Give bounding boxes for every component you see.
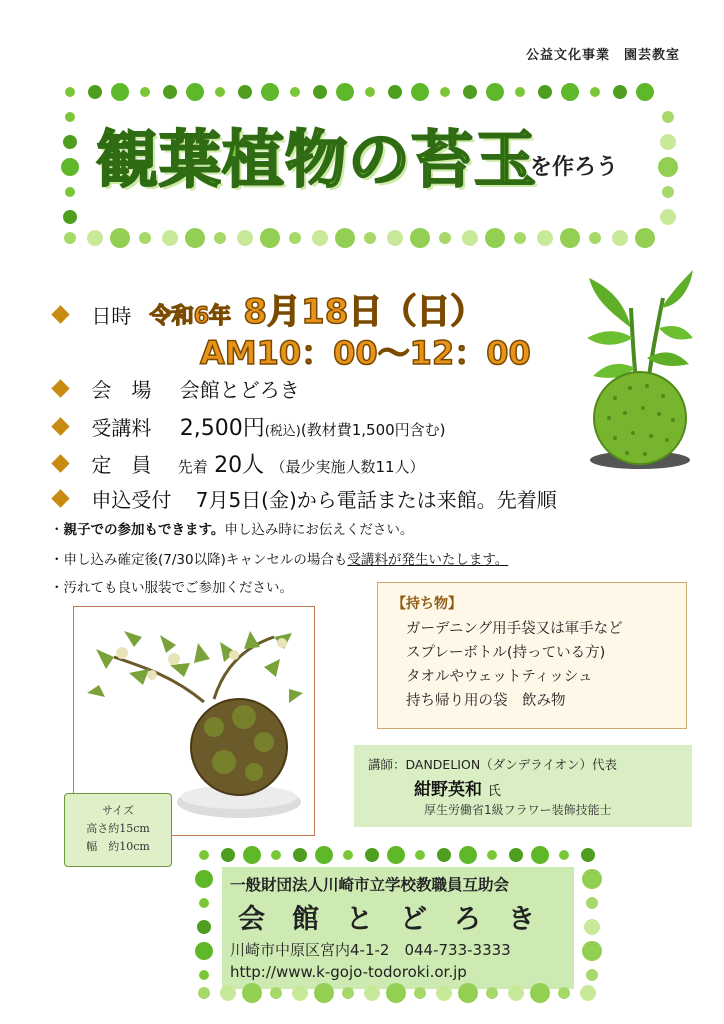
decorative-dot	[613, 85, 627, 99]
bring-item: スプレーボトル(持っている方)	[406, 645, 606, 661]
decorative-dot	[660, 209, 676, 225]
capacity-prefix: 先着	[177, 458, 208, 476]
decorative-dot	[214, 232, 226, 244]
decorative-dot	[186, 83, 204, 101]
decorative-dot	[215, 87, 225, 97]
decorative-dot	[195, 870, 213, 888]
decorative-dot	[388, 85, 402, 99]
instructor-name: 紺野英和	[414, 780, 482, 800]
decorative-dot	[140, 87, 150, 97]
decorative-dot	[221, 848, 235, 862]
decorative-dot	[365, 87, 375, 97]
decorative-dot	[260, 228, 280, 248]
decorative-dot	[537, 230, 553, 246]
decorative-dot	[271, 850, 281, 860]
decorative-dot	[365, 848, 379, 862]
datetime-time: AM10：00～12：00	[200, 334, 531, 372]
decorative-dot	[163, 85, 177, 99]
decorative-dot	[415, 850, 425, 860]
decorative-dot	[586, 969, 598, 981]
decorative-dot	[582, 869, 602, 889]
diamond-bullet-icon	[51, 489, 69, 507]
instructor-name-line	[414, 775, 501, 800]
fee-tax: (税込)	[264, 424, 301, 439]
decorative-dot	[261, 83, 279, 101]
decorative-dot	[293, 848, 307, 862]
decorative-dot	[63, 210, 77, 224]
note-3-text: 汚れても良い服装でご参加ください。	[63, 580, 293, 596]
fee-label: 受講料	[91, 416, 152, 440]
decorative-dot	[61, 158, 79, 176]
page-subtitle: を作ろう	[530, 155, 619, 180]
decorative-dot	[63, 135, 77, 149]
decorative-dot	[312, 230, 328, 246]
decorative-dot	[220, 985, 236, 1001]
capacity-row	[50, 448, 425, 479]
decorative-dot	[561, 83, 579, 101]
diamond-bullet-icon	[51, 417, 69, 435]
decorative-dot	[139, 232, 151, 244]
application-row	[50, 484, 557, 513]
decorative-dot	[411, 83, 429, 101]
fee-row	[50, 411, 446, 442]
decorative-dot	[487, 850, 497, 860]
footer-panel	[222, 867, 574, 989]
decorative-dot	[586, 897, 598, 909]
fee-detail: (教材費1,500円含む)	[300, 421, 446, 439]
venue-label: 会 場	[91, 378, 152, 402]
instructor-role: 講師：DANDELION（ダンデライオン）代表	[368, 757, 618, 772]
decorative-dot	[463, 85, 477, 99]
decorative-dot	[514, 232, 526, 244]
size-card	[64, 793, 172, 867]
decorative-dot	[64, 232, 76, 244]
decorative-dot	[589, 232, 601, 244]
note-2-underline: 受講料が発生いたします。	[347, 552, 509, 568]
instructor-honorific: 氏	[487, 784, 501, 799]
decorative-dot	[292, 985, 308, 1001]
decorative-dot	[558, 987, 570, 999]
decorative-dot	[459, 846, 477, 864]
decorative-dot	[197, 920, 211, 934]
decorative-dot	[110, 228, 130, 248]
decorative-dot	[87, 230, 103, 246]
decorative-dot	[242, 983, 262, 1003]
size-card-width: 幅 約10cm	[86, 840, 150, 853]
decorative-dot	[559, 850, 569, 860]
datetime-row	[50, 284, 484, 333]
decorative-dot	[387, 846, 405, 864]
decorative-dot	[364, 232, 376, 244]
decorative-dot	[65, 187, 75, 197]
decorative-dot	[440, 87, 450, 97]
decorative-dot	[198, 987, 210, 999]
decorative-dot	[584, 919, 600, 935]
decorative-dot	[580, 985, 596, 1001]
application-label: 申込受付	[91, 488, 172, 512]
decorative-dot	[486, 987, 498, 999]
decorative-dot	[342, 987, 354, 999]
capacity-label: 定 員	[91, 453, 152, 477]
decorative-dot	[538, 85, 552, 99]
note-1: ・親子での参加もできます。申し込み時にお伝えください。	[50, 522, 414, 538]
decorative-dot	[662, 186, 674, 198]
decorative-dot	[243, 846, 261, 864]
decorative-dot	[336, 83, 354, 101]
footer-dot-frame	[192, 843, 604, 1005]
decorative-dot	[162, 230, 178, 246]
note-1-bold: 親子での参加もできます。	[63, 522, 225, 538]
decorative-dot	[65, 112, 75, 122]
decorative-dot	[436, 985, 452, 1001]
page-title: 観葉植物の苔玉	[96, 123, 538, 196]
application-value: 7月5日(金)から電話または来館。先着順	[195, 488, 557, 512]
decorative-dot	[314, 983, 334, 1003]
decorative-dot	[462, 230, 478, 246]
kokedama-illustration	[585, 268, 695, 473]
instructor-box	[354, 745, 692, 827]
decorative-dot	[439, 232, 451, 244]
decorative-dot	[582, 941, 602, 961]
decorative-dot	[65, 87, 75, 97]
decorative-dot	[315, 846, 333, 864]
capacity-detail: （最少実施人数11人）	[270, 458, 425, 476]
note-3: ・汚れても良い服装でご参加ください。	[50, 580, 293, 596]
organizer-label: 公益文化事業 園芸教室	[525, 48, 680, 63]
decorative-dot	[199, 970, 209, 980]
fee-amount: 2,500円	[179, 416, 265, 441]
decorative-dot	[237, 230, 253, 246]
capacity-value: 20人	[214, 453, 265, 478]
decorative-dot	[290, 87, 300, 97]
items-to-bring-box	[377, 582, 687, 729]
size-card-height: 高さ約15cm	[86, 822, 150, 835]
decorative-dot	[636, 83, 654, 101]
decorative-dot	[530, 983, 550, 1003]
decorative-dot	[662, 111, 674, 123]
size-card-title: サイズ	[101, 804, 135, 817]
decorative-dot	[635, 228, 655, 248]
decorative-dot	[509, 848, 523, 862]
instructor-qualification: 厚生労働省1級フラワー装飾技能士	[424, 803, 612, 817]
decorative-dot	[238, 85, 252, 99]
decorative-dot	[343, 850, 353, 860]
decorative-dot	[195, 942, 213, 960]
venue-row	[50, 374, 300, 403]
decorative-dot	[581, 848, 595, 862]
items-to-bring-heading: 【持ち物】	[392, 596, 462, 612]
datetime-era: 令和6年	[149, 304, 232, 329]
decorative-dot	[270, 987, 282, 999]
footer-url[interactable]: http://www.k-gojo-todoroki.or.jp	[230, 963, 467, 981]
note-2: ・申し込み確定後(7/30以降)キャンセルの場合も受講料が発生いたします。	[50, 552, 509, 568]
decorative-dot	[531, 846, 549, 864]
diamond-bullet-icon	[51, 305, 69, 323]
decorative-dot	[199, 898, 209, 908]
decorative-dot	[458, 983, 478, 1003]
footer-address: 川崎市中原区宮内4-1-2 044-733-3333	[230, 941, 511, 959]
decorative-dot	[410, 228, 430, 248]
decorative-dot	[313, 85, 327, 99]
footer-org: 一般財団法人川崎市立学校教職員互助会	[230, 876, 510, 894]
decorative-dot	[660, 134, 676, 150]
decorative-dot	[335, 228, 355, 248]
decorative-dot	[590, 87, 600, 97]
decorative-dot	[289, 232, 301, 244]
decorative-dot	[437, 848, 451, 862]
decorative-dot	[364, 985, 380, 1001]
decorative-dot	[658, 157, 678, 177]
decorative-dot	[560, 228, 580, 248]
datetime-date: 8月18日（日）	[243, 292, 485, 332]
note-2-text: 申し込み確定後(7/30以降)キャンセルの場合も	[63, 552, 348, 568]
decorative-dot	[515, 87, 525, 97]
note-1-text: 申し込み時にお伝えください。	[224, 522, 414, 538]
diamond-bullet-icon	[51, 379, 69, 397]
decorative-dot	[386, 983, 406, 1003]
decorative-dot	[612, 230, 628, 246]
bring-item: 持ち帰り用の袋 飲み物	[406, 693, 566, 709]
decorative-dot	[185, 228, 205, 248]
diamond-bullet-icon	[51, 454, 69, 472]
decorative-dot	[111, 83, 129, 101]
decorative-dot	[88, 85, 102, 99]
decorative-dot	[199, 850, 209, 860]
decorative-dot	[508, 985, 524, 1001]
decorative-dot	[485, 228, 505, 248]
venue-value: 会館とどろき	[179, 378, 300, 402]
datetime-label: 日時	[91, 304, 132, 328]
footer-venue-name: 会 館 と ど ろ き	[238, 904, 535, 935]
bring-item: タオルやウェットティッシュ	[406, 669, 593, 685]
bring-item: ガーデニング用手袋又は軍手など	[406, 621, 623, 637]
decorative-dot	[414, 987, 426, 999]
decorative-dot	[387, 230, 403, 246]
decorative-dot	[486, 83, 504, 101]
time-row	[200, 328, 531, 374]
